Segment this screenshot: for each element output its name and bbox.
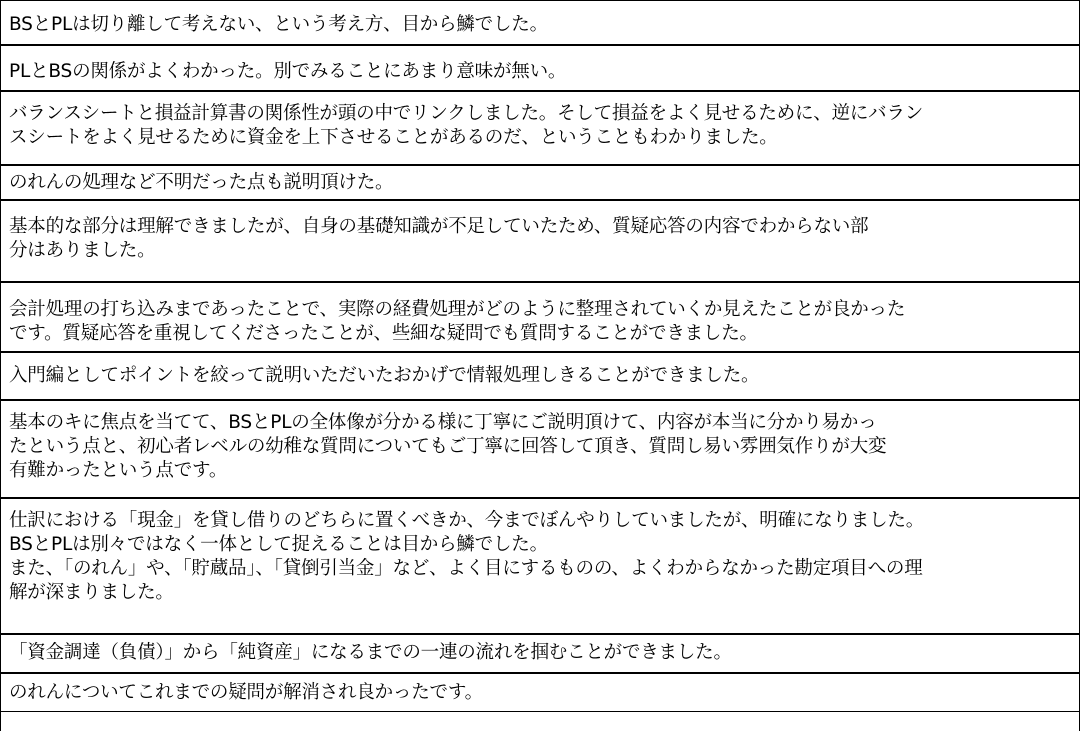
feedback-text: また、「のれん」や、「貯蔵品」、「貸倒引当金」など、よく目にするものの、よくわからなかった勘定項目への理 bbox=[9, 558, 923, 579]
feedback-text: BSとPLは切り離して考えない、という考え方、目から鱗でした。 bbox=[9, 14, 548, 35]
feedback-text: 会計処理の打ち込みまであったことで、実際の経費処理がどのように整理されていくか見えたことが良かった bbox=[9, 299, 906, 320]
feedback-text: 基本的な部分は理解できましたが、自身の基礎知識が不足していたため、質疑応答の内容でわからない部 bbox=[9, 216, 869, 237]
feedback-text: スシートをよく見せるために資金を上下させることがあるのだ、ということもわかりました。 bbox=[9, 127, 778, 148]
feedback-row bbox=[1, 1, 1079, 46]
feedback-text: BSとPLは別々ではなく一体として捉えることは目から鱗でした。 bbox=[9, 534, 548, 555]
feedback-text: バランスシートと損益計算書の関係性が頭の中でリンクしました。そして損益をよく見せるために、逆にバラン bbox=[9, 103, 924, 124]
feedback-row bbox=[1, 201, 1079, 283]
feedback-row bbox=[1, 499, 1079, 635]
feedback-row bbox=[1, 635, 1079, 674]
feedback-text: 入門編としてポイントを絞って説明いただいたおかげで情報処理しきることができました。 bbox=[9, 365, 760, 386]
feedback-text: のれんの処理など不明だった点も説明頂けた。 bbox=[9, 172, 394, 193]
feedback-text: のれんについてこれまでの疑問が解消され良かったです。 bbox=[9, 682, 483, 703]
feedback-text: 基本のキに焦点を当てて、BSとPLの全体像が分かる様に丁寧にご説明頂けて、内容が本当に分かり易かっ bbox=[9, 412, 877, 433]
feedback-row bbox=[1, 401, 1079, 499]
feedback-text: 分はありました。 bbox=[9, 240, 156, 261]
feedback-text: 「資金調達（負債）」から「純資産」になるまでの一連の流れを掴むことができました。 bbox=[9, 642, 732, 663]
feedback-text: です。質疑応答を重視してくださったことが、些細な疑問でも質問することができました。 bbox=[9, 323, 758, 344]
feedback-row bbox=[1, 166, 1079, 201]
feedback-text: たという点と、初心者レベルの幼稚な質問についてもご丁寧に回答して頂き、質問し易い雰囲気作りが大変 bbox=[9, 436, 887, 457]
feedback-row bbox=[1, 674, 1079, 712]
feedback-text: PLとBSの関係がよくわかった。別でみることにあまり意味が無い。 bbox=[9, 61, 567, 82]
feedback-text: 有難かったという点です。 bbox=[9, 460, 228, 481]
feedback-text: 解が深まりました。 bbox=[9, 582, 174, 603]
feedback-row bbox=[1, 353, 1079, 401]
feedback-row bbox=[1, 46, 1079, 92]
feedback-row bbox=[1, 283, 1079, 353]
feedback-row bbox=[1, 92, 1079, 166]
feedback-text: 仕訳における「現金」を貸し借りのどちらに置くべきか、今までぼんやりしていましたが、明確になりました。 bbox=[9, 510, 925, 531]
